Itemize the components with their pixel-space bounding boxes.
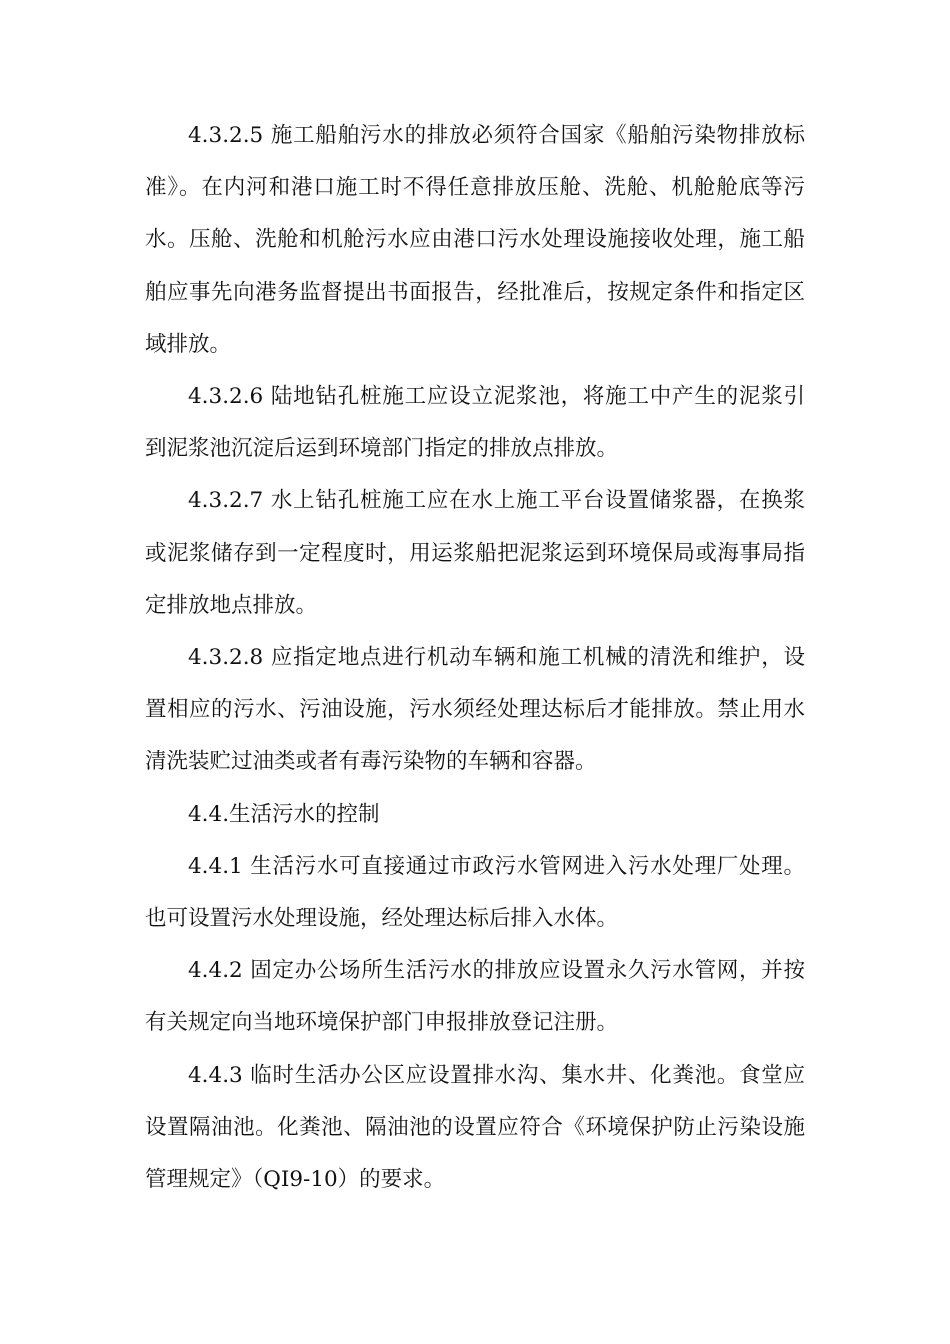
paragraph-4-3-2-5: [145, 110, 805, 371]
clause-number: 4.3.2.6: [188, 384, 264, 410]
paragraph-4-3-2-6: [145, 371, 805, 475]
paragraph-4-4-1: [145, 841, 805, 945]
paragraph-4-4-2: [145, 945, 805, 1049]
clause-number: 4.4.2: [188, 958, 243, 984]
section-heading-text: 4.4.生活污水的控制: [188, 801, 380, 827]
clause-text: 施工船舶污水的排放必须符合国家《船舶污染物排放标准》。在内河和港口施工时不得任意排放压舱、洗舱、机舱舱底等污水。压舱、洗舱和机舱污水应由港口污水处理设施接收处理，施工船舶应事先向港务监督提出书面报告，经批准后，按规定条件和指定区域排放。: [145, 123, 805, 357]
clause-number: 4.3.2.7: [188, 488, 264, 514]
clause-text: 临时生活办公区应设置排水沟、集水井、化粪池。食堂应设置隔油池。化粪池、隔油池的设置应符合《环境保护防止污染设施管理规定》（QI9-10）的要求。: [145, 1062, 805, 1193]
document-body: [145, 110, 805, 1206]
clause-text: 固定办公场所生活污水的排放应设置永久污水管网，并按有关规定向当地环境保护部门申报排放登记注册。: [145, 958, 805, 1036]
paragraph-4-3-2-7: [145, 475, 805, 632]
paragraph-4-3-2-8: [145, 632, 805, 789]
clause-number: 4.3.2.8: [188, 645, 264, 671]
paragraph-4-4-3: [145, 1050, 805, 1207]
clause-number: 4.4.1: [188, 853, 243, 879]
clause-number: 4.4.3: [188, 1062, 243, 1088]
clause-text: 水上钻孔桩施工应在水上施工平台设置储浆器，在换浆或泥浆储存到一定程度时，用运浆船把泥浆运到环境保局或海事局指定排放地点排放。: [145, 488, 805, 618]
clause-number: 4.3.2.5: [188, 123, 264, 148]
clause-text: 陆地钻孔桩施工应设立泥浆池，将施工中产生的泥浆引到泥浆池沉淀后运到环境部门指定的排放点排放。: [145, 384, 805, 462]
clause-text: 应指定地点进行机动车辆和施工机械的清洗和维护，设置相应的污水、污油设施，污水须经处理达标后才能排放。禁止用水清洗装贮过油类或者有毒污染物的车辆和容器。: [145, 645, 805, 775]
clause-text: 生活污水可直接通过市政污水管网进入污水处理厂处理。也可设置污水处理设施，经处理达标后排入水体。: [145, 853, 805, 932]
section-heading-4-4: [145, 789, 805, 841]
